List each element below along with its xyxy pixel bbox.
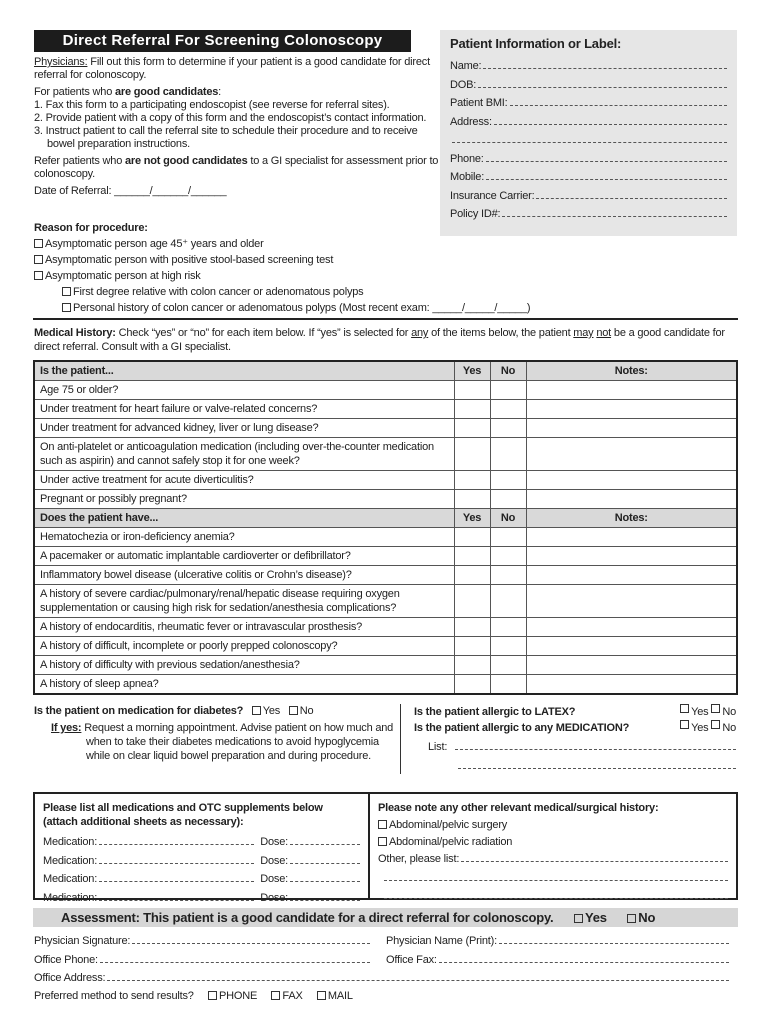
- question-cell: On anti-platelet or anticoagulation medication (including over-the-counter medication such as aspirin) and cannot safely stop it for one week?: [34, 438, 454, 471]
- notes-cell[interactable]: [526, 675, 737, 695]
- mh-text: of the items below, the patient: [428, 327, 574, 339]
- divider: [33, 318, 738, 320]
- other-history-line[interactable]: [378, 869, 728, 888]
- notes-cell[interactable]: [526, 471, 737, 490]
- header-notes: Notes:: [526, 361, 737, 381]
- bmi-field[interactable]: [450, 94, 727, 113]
- diabetes-question: Is the patient on medication for diabetes?: [34, 705, 244, 717]
- table-row: [34, 419, 737, 438]
- yes-cell[interactable]: [454, 618, 490, 637]
- notes-cell[interactable]: [526, 490, 737, 509]
- field-label: Phone:: [450, 152, 484, 165]
- no-cell[interactable]: [490, 400, 526, 419]
- notes-cell[interactable]: [526, 381, 737, 400]
- checkbox[interactable]: [34, 239, 43, 248]
- question-cell: A history of difficult, incomplete or poorly prepped colonoscopy?: [34, 637, 454, 656]
- office-address-field[interactable]: [34, 969, 739, 988]
- medication-input[interactable]: [99, 870, 254, 882]
- checkbox[interactable]: [62, 303, 71, 312]
- reason-option[interactable]: [34, 252, 530, 268]
- notes-cell[interactable]: [526, 618, 737, 637]
- step: 3. Instruct patient to call the referral site to schedule their procedure and to receive bowel preparation instructions.: [34, 125, 418, 150]
- yes-cell[interactable]: [454, 547, 490, 566]
- notes-cell[interactable]: [526, 566, 737, 585]
- notes-cell[interactable]: [526, 400, 737, 419]
- patient-info-panel: [440, 30, 737, 236]
- physicians-label: Physicians:: [34, 56, 88, 68]
- input-line[interactable]: [458, 757, 736, 769]
- step: 2. Provide patient with a copy of this form and the endoscopist’s contact information.: [34, 112, 427, 124]
- no-cell[interactable]: [490, 471, 526, 490]
- yes-cell[interactable]: [454, 490, 490, 509]
- field-label: Physician Signature:: [34, 935, 131, 947]
- input-line[interactable]: [439, 951, 729, 963]
- fax-checkbox[interactable]: [271, 991, 280, 1000]
- diabetes-yes-checkbox[interactable]: [252, 706, 261, 715]
- medications-history-box: [33, 792, 738, 904]
- divider: [400, 704, 401, 774]
- input-line[interactable]: [494, 113, 727, 125]
- field-label: Policy ID#:: [450, 208, 501, 220]
- table-row: [34, 656, 737, 675]
- medication-input[interactable]: [99, 852, 254, 864]
- yes-cell[interactable]: [454, 438, 490, 471]
- latex-no-checkbox[interactable]: [711, 704, 720, 713]
- input-line[interactable]: [478, 76, 727, 88]
- question-cell: Pregnant or possibly pregnant?: [34, 490, 454, 509]
- dose-label: Dose:: [260, 836, 288, 848]
- no-label: No: [299, 705, 314, 717]
- checkbox[interactable]: [378, 820, 387, 829]
- instructions: [34, 56, 444, 202]
- yes-cell[interactable]: [454, 637, 490, 656]
- notes-cell[interactable]: [526, 656, 737, 675]
- dose-input[interactable]: [290, 833, 360, 845]
- dob-field[interactable]: [450, 76, 727, 95]
- checkbox[interactable]: [62, 287, 71, 296]
- option-label: Asymptomatic person age 45⁺ years and older: [45, 238, 264, 250]
- history-option[interactable]: [378, 817, 728, 834]
- good-bold: are good candidates: [114, 86, 219, 98]
- reason-heading: Reason for procedure:: [34, 222, 148, 234]
- dose-label: Dose:: [260, 873, 288, 885]
- table-row: [34, 400, 737, 419]
- question-cell: Under treatment for advanced kidney, liver or lung disease?: [34, 419, 454, 438]
- no-label: No: [638, 910, 656, 925]
- physicians-text: Fill out this form to determine if your patient is a good candidate for direct referral for colonoscopy.: [34, 56, 430, 81]
- question-cell: Hematochezia or iron-deficiency anemia?: [34, 528, 454, 547]
- assessment-text: Assessment: This patient is a good candidate for a direct referral for colonoscopy.: [61, 910, 554, 925]
- field-label: Name:: [450, 60, 482, 72]
- header-no: No: [490, 361, 526, 381]
- if-yes-label: If yes:: [51, 722, 82, 734]
- field-label: Physician Name (Print):: [386, 935, 497, 947]
- yes-cell[interactable]: [454, 675, 490, 695]
- input-line[interactable]: [486, 168, 727, 180]
- medication-allergy-question: Is the patient allergic to any MEDICATION?: [414, 722, 630, 734]
- list-label: List:: [428, 741, 448, 753]
- assessment-no-checkbox[interactable]: [627, 914, 636, 923]
- question-cell: Inflammatory bowel disease (ulcerative colitis or Crohn’s disease)?: [34, 566, 454, 585]
- no-cell[interactable]: [490, 528, 526, 547]
- medication-row[interactable]: [43, 852, 360, 871]
- address-line-2[interactable]: [450, 131, 727, 150]
- option-label: Abdominal/pelvic radiation: [389, 835, 513, 848]
- form-title: Direct Referral For Screening Colonoscopy: [34, 30, 411, 52]
- office-fax-field[interactable]: [386, 951, 739, 970]
- no-cell[interactable]: [490, 438, 526, 471]
- question-cell: A history of endocarditis, rheumatic fever or intravascular prosthesis?: [34, 618, 454, 637]
- allergy-section: [414, 704, 736, 775]
- yes-cell[interactable]: [454, 528, 490, 547]
- notes-cell[interactable]: [526, 419, 737, 438]
- medication-input[interactable]: [99, 833, 254, 845]
- header-yes: Yes: [454, 509, 490, 528]
- physician-section: [34, 932, 739, 1004]
- reason-sub-option[interactable]: [34, 300, 530, 316]
- yes-cell[interactable]: [454, 381, 490, 400]
- input-line[interactable]: [486, 150, 727, 162]
- input-line[interactable]: [452, 131, 727, 143]
- allergy-list-line-2[interactable]: [414, 757, 736, 776]
- question-cell: A history of difficulty with previous sedation/anesthesia?: [34, 656, 454, 675]
- option-label: First degree relative with colon cancer or adenomatous polyps: [73, 286, 364, 298]
- dose-input[interactable]: [290, 852, 360, 864]
- mh-label: Medical History:: [34, 327, 116, 339]
- other-history-field[interactable]: [378, 850, 728, 869]
- medication-label: Medication:: [43, 891, 98, 904]
- assessment-bar: [33, 908, 738, 927]
- option-label: Abdominal/pelvic surgery: [389, 819, 508, 831]
- step: 1. Fax this form to a participating endoscopist (see reverse for referral sites).: [34, 99, 390, 111]
- notes-cell[interactable]: [526, 438, 737, 471]
- physician-name-field[interactable]: [386, 932, 739, 951]
- history-option[interactable]: [378, 834, 728, 851]
- table-section-header: [34, 361, 737, 381]
- medication-label: Medication:: [43, 836, 98, 848]
- header-yes: Yes: [454, 361, 490, 381]
- checkbox[interactable]: [378, 837, 387, 846]
- input-line[interactable]: [455, 738, 736, 750]
- other-label: Other, please list:: [378, 853, 460, 865]
- table-row: [34, 618, 737, 637]
- no-cell[interactable]: [490, 618, 526, 637]
- mh-text: be a good candidate for direct referral. Consult with a GI specialist.: [34, 327, 725, 353]
- field-label: Insurance Carrier:: [450, 189, 535, 202]
- question-cell: A history of severe cardiac/pulmonary/renal/hepatic disease requiring oxygen supplementation or causing high risk for sedation/anesthesia complications?: [34, 585, 454, 618]
- medication-row[interactable]: [43, 870, 360, 889]
- header-header: Is the patient...: [34, 361, 454, 381]
- option-label: Asymptomatic person with positive stool-based screening test: [45, 254, 334, 266]
- input-line[interactable]: [384, 869, 728, 881]
- medications-list: [35, 794, 370, 904]
- input-line[interactable]: [100, 951, 370, 963]
- table-section-header: [34, 509, 737, 528]
- option-label: Asymptomatic person at high risk: [45, 270, 201, 282]
- diabetes-section: [34, 704, 399, 763]
- method-option: PHONE: [219, 989, 258, 1002]
- field-label: Patient BMI:: [450, 97, 508, 109]
- diabetes-advice: Request a morning appointment. Advise patient on how much and when to take their diabetes medications to avoid hypoglycemia while on clear liquid bowel preparation and during procedure.: [81, 722, 394, 762]
- assessment-yes-checkbox[interactable]: [574, 914, 583, 923]
- good-suffix: :: [218, 86, 222, 98]
- medical-history-intro: [34, 326, 739, 354]
- medication-input[interactable]: [99, 889, 254, 901]
- yes-label: Yes: [584, 910, 607, 925]
- mh-text: Check “yes” or “no” for each item below. If “yes” is selected for: [115, 327, 412, 339]
- no-label: No: [722, 722, 736, 734]
- field-label: Office Address:: [34, 972, 106, 984]
- insurance-field[interactable]: [450, 187, 727, 206]
- medication-label: Medication:: [43, 873, 98, 885]
- mh-any: any: [411, 327, 429, 339]
- field-label: Office Fax:: [386, 953, 437, 966]
- input-line[interactable]: [384, 887, 728, 899]
- phone-checkbox[interactable]: [208, 991, 217, 1000]
- header-header: Does the patient have...: [34, 509, 454, 528]
- yes-cell[interactable]: [454, 419, 490, 438]
- question-cell: Age 75 or older?: [34, 381, 454, 400]
- yes-cell[interactable]: [454, 566, 490, 585]
- refer-bold: are not good candidates: [124, 155, 248, 167]
- checkbox[interactable]: [34, 255, 43, 264]
- table-row: [34, 637, 737, 656]
- input-line[interactable]: [510, 94, 727, 106]
- no-cell[interactable]: [490, 656, 526, 675]
- table-row: [34, 381, 737, 400]
- refer-suffix: to a GI specialist for assessment prior to colonoscopy.: [34, 155, 439, 180]
- latex-yes-checkbox[interactable]: [680, 704, 689, 713]
- dose-label: Dose:: [260, 854, 288, 867]
- no-cell[interactable]: [490, 566, 526, 585]
- table-row: [34, 471, 737, 490]
- table-row: [34, 528, 737, 547]
- no-cell[interactable]: [490, 585, 526, 618]
- medication-label: Medication:: [43, 854, 98, 867]
- other-history: [370, 794, 736, 898]
- address-field[interactable]: [450, 113, 727, 132]
- no-cell[interactable]: [490, 419, 526, 438]
- other-history-line[interactable]: [378, 887, 728, 906]
- notes-cell[interactable]: [526, 547, 737, 566]
- no-cell[interactable]: [490, 675, 526, 695]
- input-line[interactable]: [499, 932, 729, 944]
- notes-cell[interactable]: [526, 528, 737, 547]
- input-line[interactable]: [502, 205, 727, 217]
- medication-row[interactable]: [43, 889, 360, 908]
- question-cell: Under treatment for heart failure or valve-related concerns?: [34, 400, 454, 419]
- physician-signature-field[interactable]: [34, 932, 370, 951]
- field-label: DOB:: [450, 78, 477, 91]
- dose-label: Dose:: [260, 891, 288, 904]
- yes-label: Yes: [262, 705, 281, 717]
- reason-section: [34, 220, 530, 316]
- reason-option[interactable]: [34, 236, 530, 252]
- table-row: [34, 585, 737, 618]
- yes-label: Yes: [691, 722, 709, 734]
- medication-row[interactable]: [43, 833, 360, 852]
- option-label: Personal history of colon cancer or adenomatous polyps (Most recent exam: _____/_____/_____): [73, 302, 531, 314]
- yes-cell[interactable]: [454, 585, 490, 618]
- field-label: Office Phone:: [34, 953, 98, 966]
- dose-input[interactable]: [290, 870, 360, 882]
- good-prefix: For patients who: [34, 86, 115, 98]
- field-label: Address:: [450, 115, 492, 128]
- table-row: [34, 566, 737, 585]
- phone-field[interactable]: [450, 150, 727, 169]
- mobile-field[interactable]: [450, 168, 727, 187]
- no-cell[interactable]: [490, 547, 526, 566]
- reason-sub-option[interactable]: [34, 284, 530, 300]
- no-cell[interactable]: [490, 490, 526, 509]
- header-no: No: [490, 509, 526, 528]
- dose-input[interactable]: [290, 889, 360, 901]
- input-line[interactable]: [132, 932, 370, 944]
- allergy-list-field[interactable]: [414, 738, 736, 757]
- input-line[interactable]: [461, 850, 728, 862]
- preferred-method: [34, 988, 739, 1005]
- table-row: [34, 547, 737, 566]
- mail-checkbox[interactable]: [317, 991, 326, 1000]
- med-allergy-no-checkbox[interactable]: [711, 720, 720, 729]
- method-option: FAX: [282, 989, 303, 1002]
- mh-not: not: [596, 327, 612, 339]
- patient-info-heading: Patient Information or Label:: [450, 36, 622, 51]
- header-notes: Notes:: [526, 509, 737, 528]
- mh-may: may: [573, 327, 594, 339]
- table-row: [34, 490, 737, 509]
- medications-heading: Please list all medications and OTC supplements below (attach additional sheets as necessary):: [43, 802, 323, 828]
- field-label: Mobile:: [450, 171, 485, 183]
- date-of-referral-field[interactable]: Date of Referral: ______/______/______: [34, 185, 227, 197]
- no-cell[interactable]: [490, 637, 526, 656]
- input-line[interactable]: [107, 969, 729, 981]
- question-cell: Under active treatment for acute diverticulitis?: [34, 471, 454, 490]
- yes-label: Yes: [691, 706, 709, 718]
- history-heading: Please note any other relevant medical/surgical history:: [378, 802, 659, 814]
- office-phone-field[interactable]: [34, 951, 370, 970]
- table-row: [34, 675, 737, 695]
- table-row: [34, 438, 737, 471]
- input-line[interactable]: [536, 187, 727, 199]
- med-allergy-yes-checkbox[interactable]: [680, 720, 689, 729]
- yes-cell[interactable]: [454, 471, 490, 490]
- yes-cell[interactable]: [454, 400, 490, 419]
- checkbox[interactable]: [34, 271, 43, 280]
- reason-option[interactable]: [34, 268, 530, 284]
- method-label: Preferred method to send results?: [34, 989, 194, 1002]
- question-cell: A history of sleep apnea?: [34, 675, 454, 695]
- question-cell: A pacemaker or automatic implantable cardioverter or defibrillator?: [34, 547, 454, 566]
- latex-question: Is the patient allergic to LATEX?: [414, 706, 576, 718]
- no-cell[interactable]: [490, 381, 526, 400]
- name-field[interactable]: [450, 57, 727, 76]
- notes-cell[interactable]: [526, 637, 737, 656]
- method-option: MAIL: [327, 989, 353, 1002]
- yes-cell[interactable]: [454, 656, 490, 675]
- notes-cell[interactable]: [526, 585, 737, 618]
- refer-prefix: Refer patients who: [34, 155, 125, 167]
- medical-history-table: [33, 360, 738, 695]
- input-line[interactable]: [483, 57, 727, 69]
- no-label: No: [722, 706, 736, 718]
- diabetes-no-checkbox[interactable]: [289, 706, 298, 715]
